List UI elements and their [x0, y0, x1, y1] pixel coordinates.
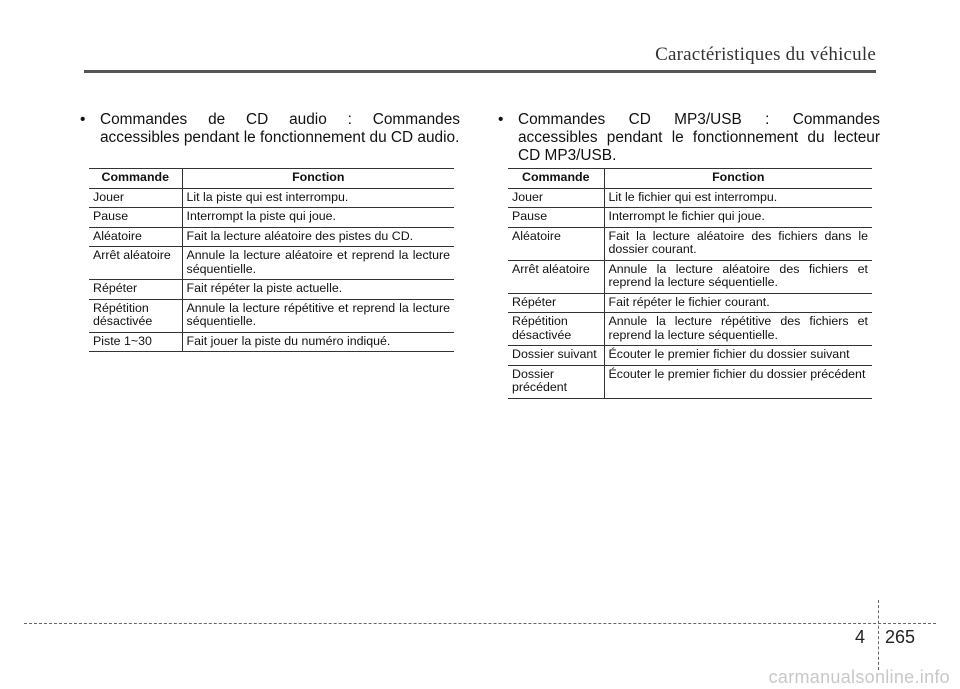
table-row — [508, 346, 872, 366]
watermark-text: carmanualsonline.info — [768, 667, 950, 687]
function-cell: Fait répéter la piste actuelle. — [182, 280, 454, 300]
table-row — [508, 208, 872, 228]
right-intro-paragraph — [498, 111, 880, 165]
command-cell: Piste 1~30 — [89, 332, 182, 352]
function-cell: Écouter le premier fichier du dossier précédent — [604, 365, 872, 398]
function-cell: Annule la lecture aléatoire des fichiers et reprend la lecture séquentielle. — [604, 260, 872, 293]
command-cell: Dossier précédent — [508, 365, 604, 398]
table-row — [508, 260, 872, 293]
command-cell: Jouer — [508, 188, 604, 208]
column-header-fonction: Fonction — [604, 169, 872, 189]
function-cell: Fait la lecture aléatoire des pistes du CD. — [182, 227, 454, 247]
table-header-row — [508, 169, 872, 189]
function-cell: Annule la lecture répétitive et reprend la lecture séquentielle. — [182, 299, 454, 332]
table-row — [508, 293, 872, 313]
function-cell: Interrompt le fichier qui joue. — [604, 208, 872, 228]
column-header-commande: Commande — [508, 169, 604, 189]
function-cell: Fait la lecture aléatoire des fichiers dans le dossier courant. — [604, 227, 872, 260]
command-cell: Répétition désactivée — [89, 299, 182, 332]
table-row — [508, 227, 872, 260]
command-cell: Aléatoire — [89, 227, 182, 247]
footer-vertical-dashed-rule — [878, 600, 879, 670]
function-cell: Lit la piste qui est interrompu. — [182, 188, 454, 208]
header-divider — [84, 70, 876, 73]
bullet-icon: • — [80, 111, 86, 128]
function-cell: Lit le fichier qui est interrompu. — [604, 188, 872, 208]
command-cell: Répéter — [508, 293, 604, 313]
table-row — [89, 208, 454, 228]
function-cell: Fait jouer la piste du numéro indiqué. — [182, 332, 454, 352]
page-header-title: Caractéristiques du véhicule — [655, 44, 876, 65]
left-intro-paragraph — [80, 111, 460, 147]
command-cell: Répéter — [89, 280, 182, 300]
table-row — [89, 227, 454, 247]
table-row — [89, 280, 454, 300]
command-cell: Pause — [508, 208, 604, 228]
table-header-row — [89, 169, 454, 189]
function-cell: Annule la lecture aléatoire et reprend la lecture séquentielle. — [182, 247, 454, 280]
footer-dashed-rule — [24, 623, 936, 624]
function-cell: Écouter le premier fichier du dossier suivant — [604, 346, 872, 366]
table-row — [508, 365, 872, 398]
table-row — [89, 332, 454, 352]
command-cell: Dossier suivant — [508, 346, 604, 366]
left-intro-text: Commandes de CD audio : Commandes accessibles pendant le fonctionnement du CD audio. — [100, 111, 460, 146]
command-cell: Arrêt aléatoire — [508, 260, 604, 293]
cd-audio-commands-table — [89, 168, 454, 352]
right-intro-text: Commandes CD MP3/USB : Commandes accessibles pendant le fonctionnement du lecteur CD MP3/USB. — [518, 111, 880, 164]
table-row — [89, 188, 454, 208]
page-number: 265 — [885, 627, 916, 647]
command-cell: Jouer — [89, 188, 182, 208]
table-row — [508, 188, 872, 208]
table-row — [89, 247, 454, 280]
function-cell: Annule la lecture répétitive des fichiers et reprend la lecture séquentielle. — [604, 313, 872, 346]
column-header-fonction: Fonction — [182, 169, 454, 189]
chapter-number: 4 — [855, 627, 866, 647]
command-cell: Arrêt aléatoire — [89, 247, 182, 280]
command-cell: Aléatoire — [508, 227, 604, 260]
function-cell: Fait répéter le fichier courant. — [604, 293, 872, 313]
command-cell: Pause — [89, 208, 182, 228]
bullet-icon: • — [498, 111, 504, 128]
table-row — [89, 299, 454, 332]
function-cell: Interrompt la piste qui joue. — [182, 208, 454, 228]
table-row — [508, 313, 872, 346]
command-cell: Répétition désactivée — [508, 313, 604, 346]
mp3-usb-commands-table — [508, 168, 872, 399]
column-header-commande: Commande — [89, 169, 182, 189]
